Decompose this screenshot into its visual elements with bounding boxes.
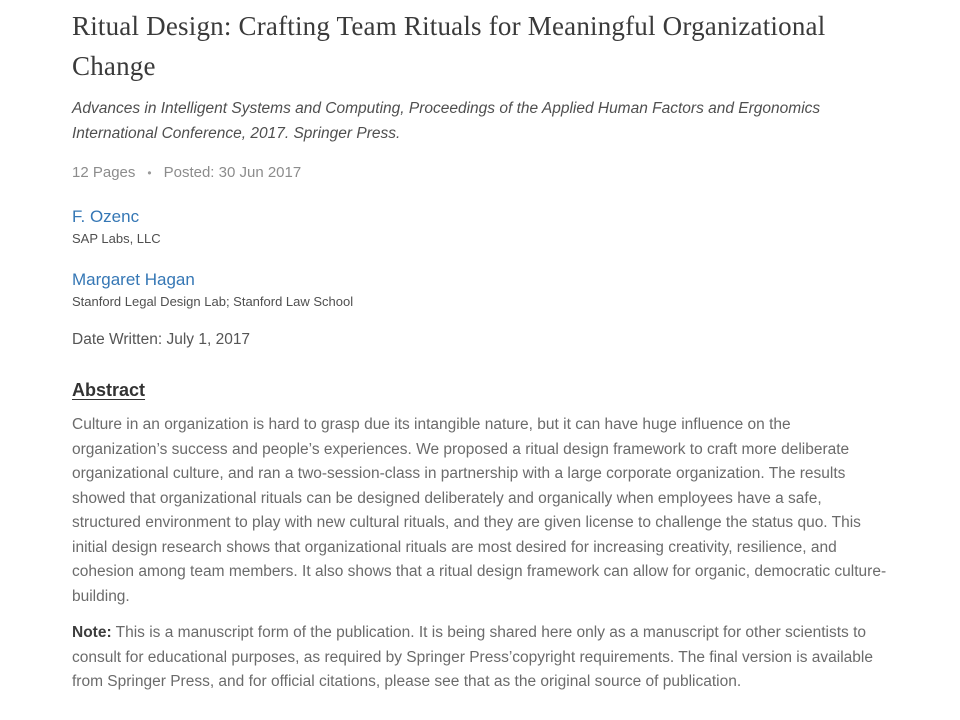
- meta-row: [72, 164, 888, 181]
- author-block: [72, 270, 888, 309]
- abstract-text: Culture in an organization is hard to grasp due its intangible nature, but it can have huge influence on the organization’s success and people’s experiences. We proposed a ritual design framework to craft more deliberate organizational culture, and ran a two-session-class in partnership with a large corporate organization. The results showed that organizational rituals can be designed deliberately and organically when employees have a safe, structured environment to play with new cultural rituals, and they are given license to challenge the status quo. This initial design research shows that organizational rituals are most desired for increasing creativity, resilience, and cohesion among team members. It also shows that a ritual design framework can allow for organic, democratic culture-building.: [72, 416, 887, 605]
- author-link-margaret-hagan[interactable]: Margaret Hagan: [72, 270, 195, 289]
- note-text: This is a manuscript form of the publication. It is being shared here only as a manuscript for other scientists to consult for educational purposes, as required by Springer Press’copyright requirements. The final version is available from Springer Press, and for official citations, please see that as the original source of publication.: [72, 624, 873, 690]
- paper-title: Ritual Design: Crafting Team Rituals for Meaningful Organizational Change: [72, 11, 826, 81]
- meta-separator-dot: •: [147, 165, 152, 180]
- journal-reference: Advances in Intelligent Systems and Computing, Proceedings of the Applied Human Factors and Ergonomics International Conference, 2017. Springer Press.: [72, 100, 821, 142]
- note-label: Note:: [72, 624, 112, 641]
- date-written: Date Written: July 1, 2017: [72, 331, 251, 348]
- author-affiliation: SAP Labs, LLC: [72, 231, 161, 246]
- note-paragraph: [72, 621, 888, 695]
- author-link-f-ozenc[interactable]: F. Ozenc: [72, 207, 140, 226]
- page-count: 12 Pages: [72, 164, 136, 181]
- posted-date: Posted: 30 Jun 2017: [163, 164, 302, 181]
- author-block: [72, 207, 888, 246]
- abstract-heading: Abstract: [72, 380, 146, 400]
- author-affiliation: Stanford Legal Design Lab; Stanford Law School: [72, 294, 354, 309]
